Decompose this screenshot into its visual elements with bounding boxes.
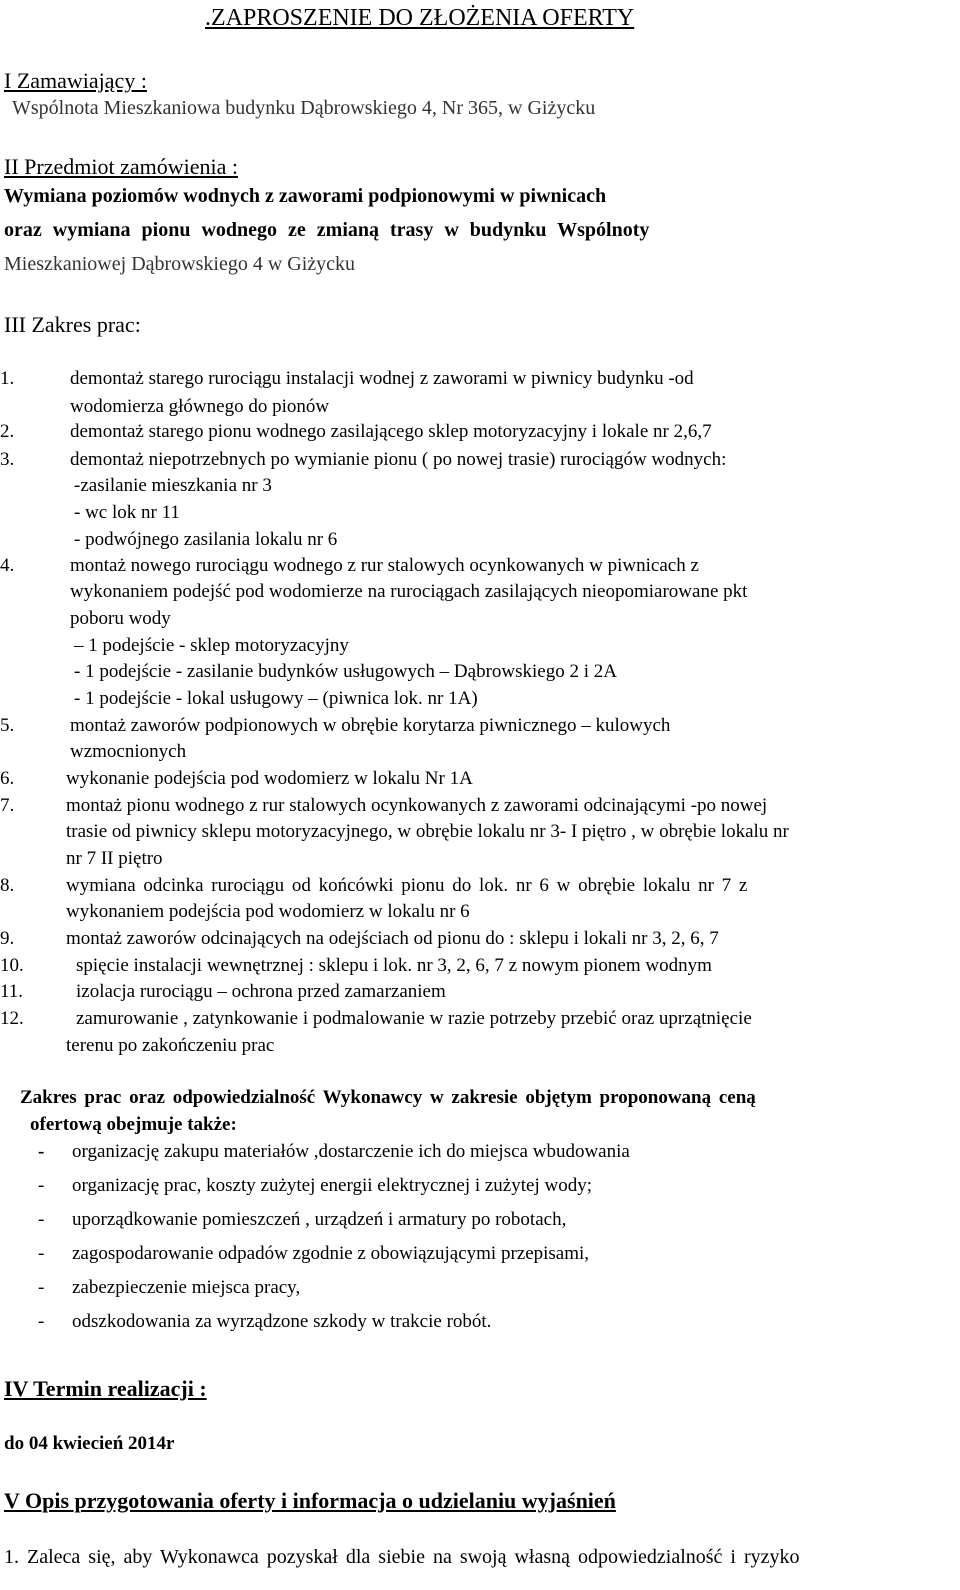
item-4-line-2: wykonaniem podejść pod wodomierze na rurociągach zasilających nieopomiarowane pkt bbox=[70, 581, 748, 602]
section-4-heading: IV Termin realizacji : bbox=[4, 1376, 207, 1401]
item-2-line-1: demontaż starego pionu wodnego zasilającego sklep motoryzacyjny i lokale nr 2,6,7 bbox=[70, 421, 712, 442]
item-11-line-1: izolacja rurociągu – ochrona przed zamarzaniem bbox=[76, 981, 446, 1002]
bullet-dash: - bbox=[38, 1209, 45, 1230]
section-1-heading: I Zamawiający : bbox=[4, 68, 147, 93]
scope-item-2: organizację prac, koszty zużytej energii elektrycznej i zużytej wody; bbox=[72, 1175, 592, 1196]
item-6-line-1: wykonanie podejścia pod wodomierz w lokalu Nr 1A bbox=[66, 768, 473, 789]
section-5-heading: V Opis przygotowania oferty i informacja o udzielaniu wyjaśnień bbox=[4, 1488, 616, 1513]
subject-line-1: Wymiana poziomów wodnych z zaworami podpionowymi w piwnicach bbox=[4, 185, 607, 207]
item-4-line-3: poboru wody bbox=[70, 608, 171, 629]
scope-item-4: zagospodarowanie odpadów zgodnie z obowiązującymi przepisami, bbox=[72, 1243, 590, 1264]
item-4-line-6: - 1 podejście - lokal usługowy – (piwnica lok. nr 1A) bbox=[74, 688, 478, 709]
bullet-dash: - bbox=[38, 1311, 45, 1332]
item-number: 10. bbox=[0, 955, 24, 976]
item-number: 5. bbox=[0, 715, 15, 736]
scope-item-6: odszkodowania za wyrządzone szkody w trakcie robót. bbox=[72, 1311, 492, 1332]
item-number: 7. bbox=[0, 795, 15, 816]
item-number: 4. bbox=[0, 555, 15, 576]
item-8-line-1: wymiana odcinka rurociągu od końcówki pionu do lok. nr 6 w obrębie lokalu nr 7 z bbox=[66, 875, 748, 896]
item-1-line-1: demontaż starego rurociągu instalacji wodnej z zaworami w piwnicy budynku -od bbox=[70, 368, 694, 389]
item-number: 3. bbox=[0, 449, 15, 470]
bullet-dash: - bbox=[38, 1243, 45, 1264]
item-4-line-5: - 1 podejście - zasilanie budynków usługowych – Dąbrowskiego 2 i 2A bbox=[74, 661, 617, 682]
item-number: 11. bbox=[0, 981, 24, 1002]
subject-line-2: oraz wymiana pionu wodnego ze zmianą trasy w budynku Wspólnoty bbox=[4, 219, 650, 241]
section-2-heading: II Przedmiot zamówienia : bbox=[4, 154, 238, 179]
subject-line-3: Mieszkaniowej Dąbrowskiego 4 w Giżycku bbox=[4, 253, 356, 275]
scope-item-3: uporządkowanie pomieszczeń , urządzeń i armatury po robotach, bbox=[72, 1209, 567, 1230]
item-number: 1. bbox=[0, 368, 15, 389]
item-4-line-4: – 1 podejście - sklep motoryzacyjny bbox=[74, 635, 349, 656]
item-12-line-2: terenu po zakończeniu prac bbox=[66, 1035, 275, 1056]
item-number: 12. bbox=[0, 1008, 24, 1029]
section-5-item-1: 1. Zaleca się, aby Wykonawca pozyskał dla siebie na swoją własną odpowiedzialność i ryzyko bbox=[4, 1546, 800, 1568]
section-3-heading: III Zakres prac: bbox=[4, 312, 141, 337]
item-9-line-1: montaż zaworów odcinających na odejściach od pionu do : sklepu i lokali nr 3, 2, 6, 7 bbox=[66, 928, 719, 949]
item-7-line-1: montaż pionu wodnego z rur stalowych ocynkowanych z zaworami odcinającymi -po nowej bbox=[66, 795, 768, 816]
bullet-dash: - bbox=[38, 1175, 45, 1196]
item-1-line-2: wodomierza głównego do pionów bbox=[70, 396, 330, 417]
item-10-line-1: spięcie instalacji wewnętrznej : sklepu i lok. nr 3, 2, 6, 7 z nowym pionem wodnym bbox=[76, 955, 712, 976]
item-7-line-3: nr 7 II piętro bbox=[66, 848, 163, 869]
ordering-party-text: Wspólnota Mieszkaniowa budynku Dąbrowskiego 4, Nr 365, w Giżycku bbox=[12, 97, 596, 119]
item-3-line-3: - wc lok nr 11 bbox=[74, 502, 180, 523]
item-3-line-1: demontaż niepotrzebnych po wymianie pionu ( po nowej trasie) rurociągów wodnych: bbox=[70, 449, 727, 470]
item-number: 9. bbox=[0, 928, 15, 949]
bullet-dash: - bbox=[38, 1141, 45, 1162]
item-8-line-2: wykonaniem podejścia pod wodomierz w lokalu nr 6 bbox=[66, 901, 470, 922]
item-number: 2. bbox=[0, 421, 15, 442]
item-4-line-1: montaż nowego rurociągu wodnego z rur stalowych ocynkowanych w piwnicach z bbox=[70, 555, 699, 576]
bullet-dash: - bbox=[38, 1277, 45, 1298]
scope-item-1: organizację zakupu materiałów ,dostarczenie ich do miejsca wbudowania bbox=[72, 1141, 630, 1162]
page-title: .ZAPROSZENIE DO ZŁOŻENIA OFERTY bbox=[205, 5, 635, 31]
item-3-line-4: - podwójnego zasilania lokalu nr 6 bbox=[74, 529, 338, 550]
scope-intro-line-2: ofertową obejmuje także: bbox=[30, 1114, 237, 1135]
deadline-text: do 04 kwiecień 2014r bbox=[4, 1433, 175, 1454]
scope-intro-line-1: Zakres prac oraz odpowiedzialność Wykonawcy w zakresie objętym proponowaną ceną bbox=[20, 1087, 756, 1108]
item-5-line-1: montaż zaworów podpionowych w obrębie korytarza piwnicznego – kulowych bbox=[70, 715, 671, 736]
scope-item-5: zabezpieczenie miejsca pracy, bbox=[72, 1277, 301, 1298]
item-3-line-2: -zasilanie mieszkania nr 3 bbox=[74, 475, 272, 496]
item-number: 6. bbox=[0, 768, 15, 789]
item-5-line-2: wzmocnionych bbox=[70, 741, 187, 762]
item-7-line-2: trasie od piwnicy sklepu motoryzacyjnego, w obrębie lokalu nr 3- I piętro , w obrębie lokalu nr bbox=[66, 821, 789, 842]
item-12-line-1: zamurowanie , zatynkowanie i podmalowanie w razie potrzeby przebić oraz uprzątnięcie bbox=[76, 1008, 752, 1029]
item-number: 8. bbox=[0, 875, 15, 896]
